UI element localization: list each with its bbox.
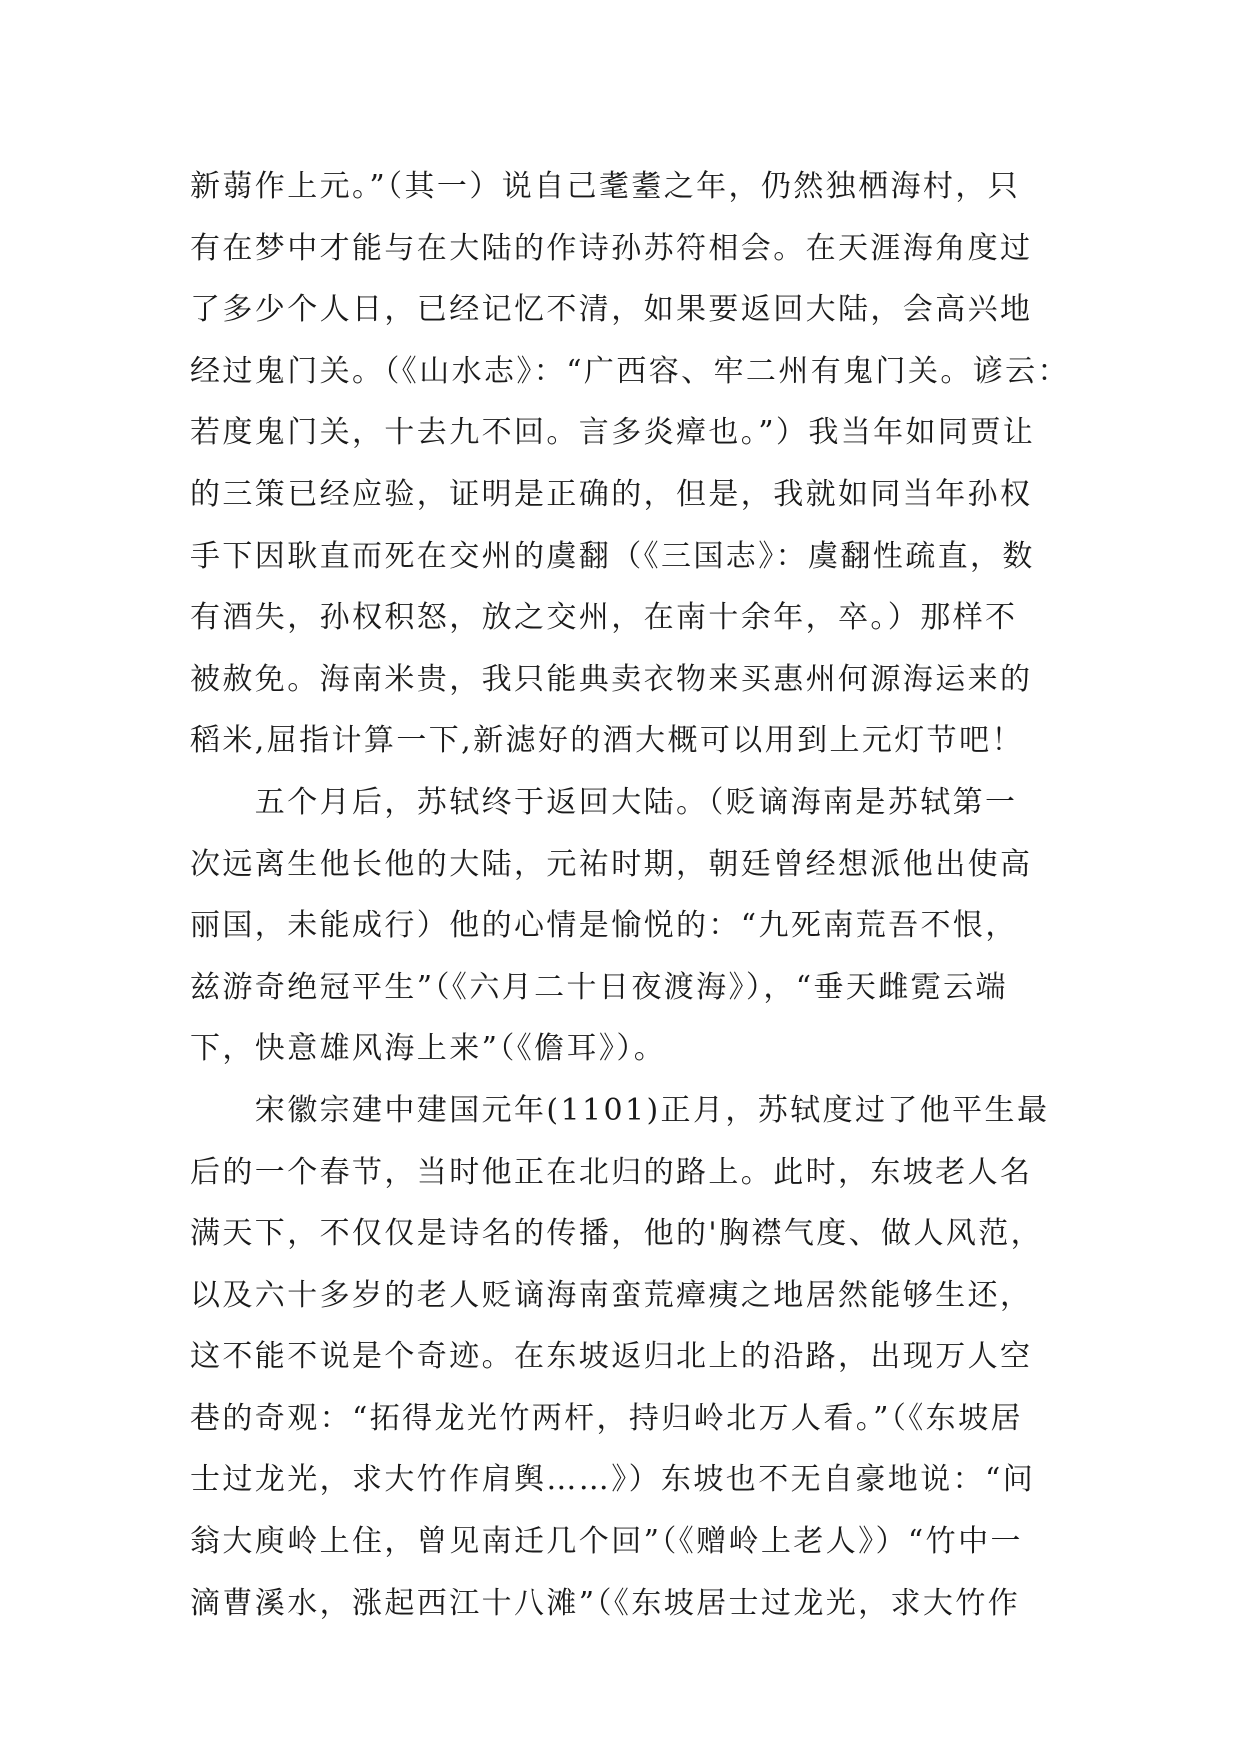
text-line: 若度鬼门关，十去九不回。言多炎瘴也。”）我当年如同贾让: [190, 415, 1036, 451]
text-line: 满天下，不仅仅是诗名的传播，他的'胸襟气度、做人风范，: [190, 1216, 1044, 1252]
text-line: 这不能不说是个奇迹。在东坡返归北上的沿路，出现万人空: [190, 1339, 1033, 1375]
text-line: 手下因耿直而死在交州的虞翻（《三国志》：虞翻性疏直，数: [190, 538, 1035, 574]
text-line: 经过鬼门关。（《山水志》：“广西容、牢二州有鬼门关。谚云：: [190, 353, 1070, 389]
text-line: 新蒻作上元。”（其一）说自己耄耋之年，仍然独栖海村，只: [190, 169, 1021, 204]
text-line: 的三策已经应验，证明是正确的，但是，我就如同当年孙权: [190, 476, 1033, 512]
text-line: 有在梦中才能与在大陆的作诗孙苏符相会。在天涯海角度过: [190, 230, 1033, 266]
text-line: 稻米,屈指计算一下,新滤好的酒大概可以用到上元灯节吧！: [190, 723, 1024, 759]
text-line: 以及六十多岁的老人贬谪海南蛮荒瘴痍之地居然能够生还，: [190, 1277, 1033, 1313]
text-line: 下，快意雄风海上来”（《儋耳》）。: [190, 1031, 667, 1067]
text-line: 兹游奇绝冠平生”（《六月二十日夜渡海》），“垂天雌霓云端: [190, 969, 1008, 1005]
text-line: 翁大庾岭上住，曾见南迁几个回”（《赠岭上老人》）“竹中一: [190, 1524, 1023, 1560]
text-line: 士过龙光，求大竹作肩舆……》）东坡也不无自豪地说：“问: [190, 1462, 1036, 1498]
text-line: 有酒失，孙权积怒，放之交州，在南十余年，卒。）那样不: [190, 600, 1018, 636]
paragraph-first-line: 五个月后，苏轼终于返回大陆。（贬谪海南是苏轼第一: [190, 784, 1018, 820]
text-line: 丽国，未能成行）他的心情是愉悦的：“九死南荒吾不恨，: [190, 908, 1018, 944]
body-text: [190, 156, 1070, 1634]
paragraph-first-line: 宋徽宗建中建国元年(1101)正月，苏轼度过了他平生最: [190, 1092, 1050, 1128]
text-line: 巷的奇观：“拓得龙光竹两杆，持归岭北万人看。”（《东坡居: [190, 1400, 1023, 1436]
text-line: 了多少个人日，已经记忆不清，如果要返回大陆，会高兴地: [190, 292, 1033, 328]
text-line: 被赦免。海南米贵，我只能典卖衣物来买惠州何源海运来的: [190, 661, 1033, 697]
text-line: 后的一个春节，当时他正在北归的路上。此时，东坡老人名: [190, 1154, 1033, 1190]
text-line: 次远离生他长他的大陆，元祐时期，朝廷曾经想派他出使高: [190, 846, 1033, 882]
text-line: 滴曹溪水，涨起西江十八滩”（《东坡居士过龙光，求大竹作: [190, 1585, 1021, 1621]
